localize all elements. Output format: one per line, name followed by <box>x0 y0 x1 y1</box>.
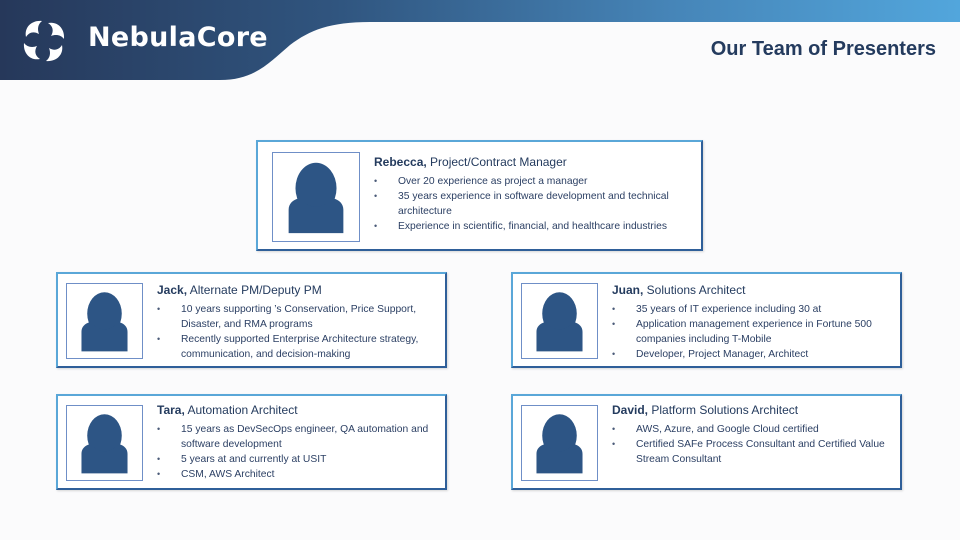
presenter-name: Tara, <box>157 403 185 417</box>
bullet-item: • 35 years of IT experience including 30 at <box>612 302 894 317</box>
brand-name: NebulaCore <box>88 22 268 53</box>
presenter-bullets <box>157 302 439 362</box>
presenter-name: Juan, <box>612 283 644 297</box>
person-icon <box>67 406 142 480</box>
bullet-item: • Application management experience in Fortune 500 companies including T-Mobile <box>612 317 894 347</box>
presenter-heading <box>612 283 894 297</box>
presenter-role: Alternate PM/Deputy PM <box>187 283 322 297</box>
presenter-role: Platform Solutions Architect <box>648 403 799 417</box>
presenter-name: Rebecca, <box>374 155 427 169</box>
avatar <box>521 405 598 481</box>
bullet-item: • 35 years experience in software development and technical architecture <box>374 189 694 219</box>
swirl-logo-icon <box>20 17 68 65</box>
presenter-heading <box>157 403 439 417</box>
avatar <box>66 405 143 481</box>
presenter-heading <box>374 155 694 169</box>
avatar <box>66 283 143 359</box>
presenter-name: Jack, <box>157 283 188 297</box>
bullet-item: • Certified SAFe Process Consultant and Certified Value Stream Consultant <box>612 437 894 467</box>
bullet-item: • Recently supported Enterprise Architecture strategy, communication, and decision-making <box>157 332 439 362</box>
bullet-item: • CSM, AWS Architect <box>157 467 439 482</box>
bullet-item: • 15 years as DevSecOps engineer, QA automation and software development <box>157 422 439 452</box>
presenter-card-jack <box>56 272 447 368</box>
presenter-role: Solutions Architect <box>643 283 746 297</box>
bullet-item: • AWS, Azure, and Google Cloud certified <box>612 422 894 437</box>
person-icon <box>273 153 359 241</box>
presenter-card-david <box>511 394 902 490</box>
presenter-role: Automation Architect <box>184 403 298 417</box>
avatar <box>521 283 598 359</box>
presenter-heading <box>157 283 439 297</box>
presenter-role: Project/Contract Manager <box>426 155 567 169</box>
presenter-heading <box>612 403 894 417</box>
presenter-card-juan <box>511 272 902 368</box>
presenter-bullets <box>374 174 694 234</box>
presenter-bullets <box>612 422 894 467</box>
presenter-bullets <box>157 422 439 482</box>
person-icon <box>67 284 142 358</box>
bullet-item: • 10 years supporting ’s Conservation, Price Support, Disaster, and RMA programs <box>157 302 439 332</box>
presenter-card-rebecca <box>256 140 703 251</box>
person-icon <box>522 406 597 480</box>
bullet-item: • Over 20 experience as project a manager <box>374 174 694 189</box>
presenter-bullets <box>612 302 894 362</box>
page-title: Our Team of Presenters <box>710 38 936 60</box>
person-icon <box>522 284 597 358</box>
bullet-item: • 5 years at and currently at USIT <box>157 452 439 467</box>
presenter-card-tara <box>56 394 447 490</box>
avatar <box>272 152 360 242</box>
bullet-item: • Developer, Project Manager, Architect <box>612 347 894 362</box>
bullet-item: • Experience in scientific, financial, and healthcare industries <box>374 219 694 234</box>
presenter-name: David, <box>612 403 649 417</box>
